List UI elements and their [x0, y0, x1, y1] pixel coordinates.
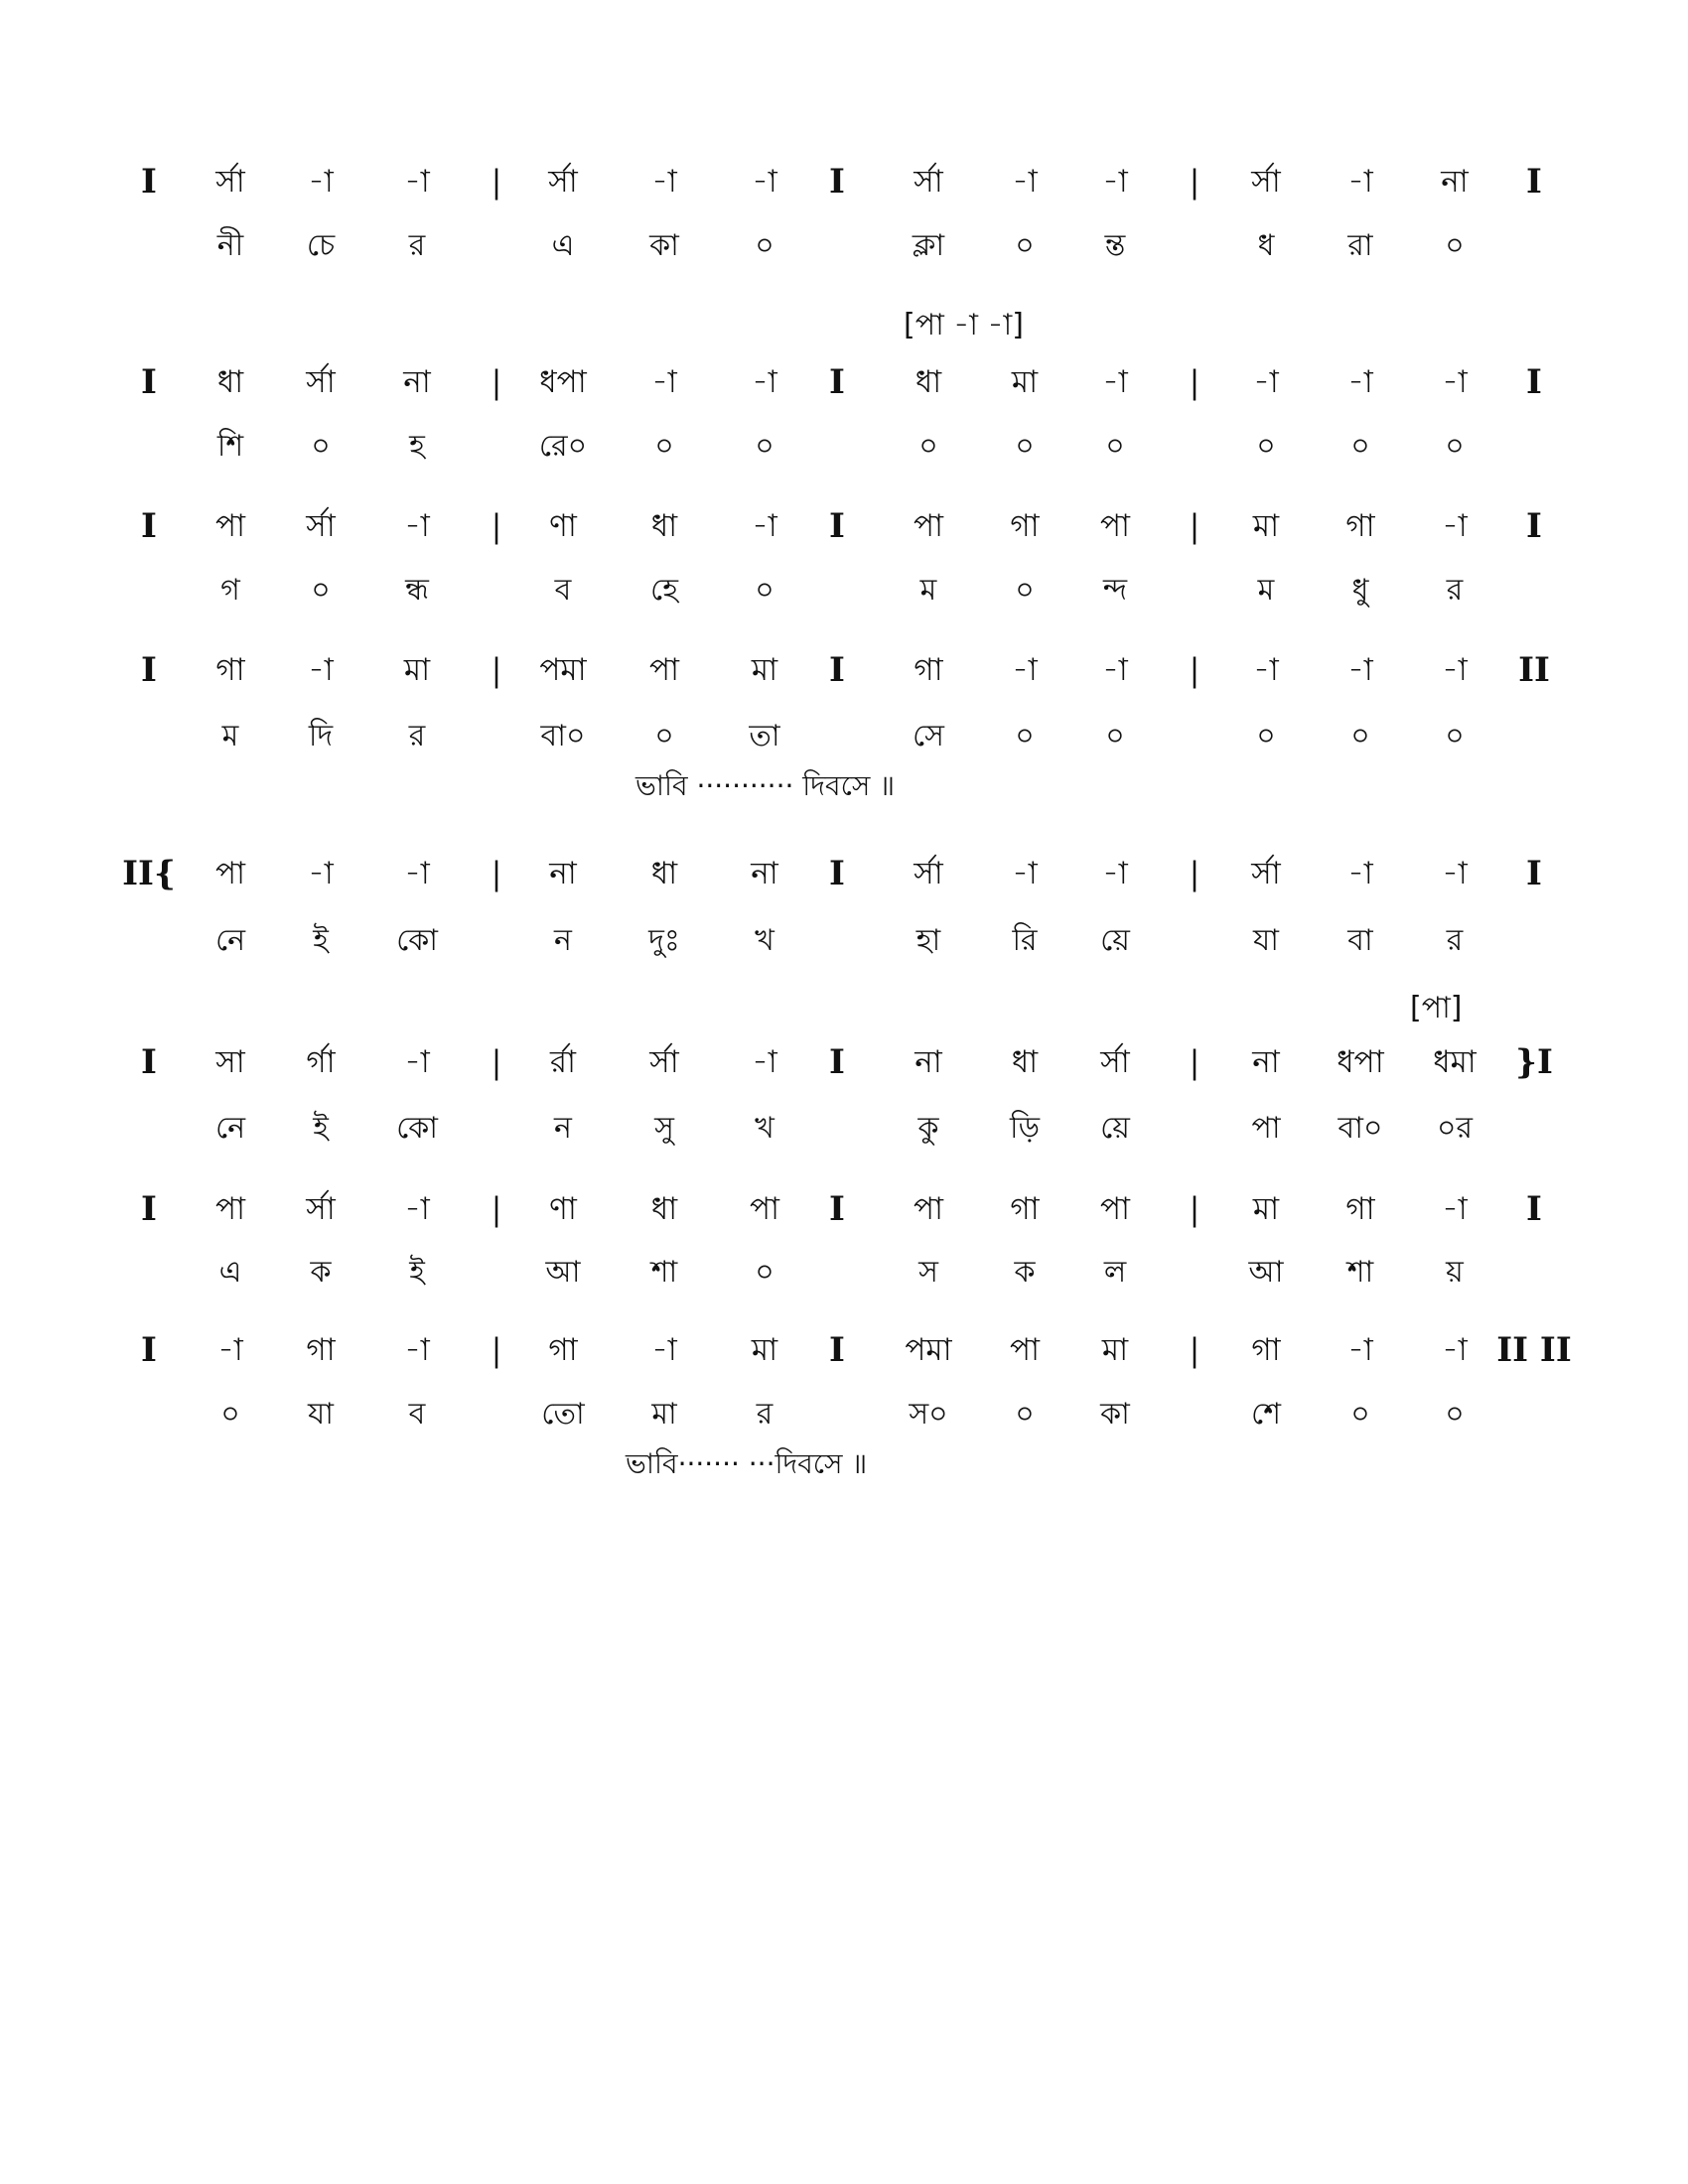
bar-line-major: I [829, 854, 845, 893]
bar-line-major: I [1526, 1189, 1542, 1229]
lyric-syllable: ০ [755, 429, 774, 464]
lyric-syllable: স [918, 1255, 938, 1290]
lyric-syllable: রি [1012, 923, 1038, 958]
swara-note: র্সা [306, 1191, 336, 1227]
lyric-syllable: ই [409, 1255, 425, 1290]
lyric-syllable: আ [545, 1255, 581, 1290]
swara-note: সা [215, 1044, 245, 1080]
lyric-syllable: দি [308, 719, 334, 753]
swara-note: পা [749, 1191, 780, 1227]
lyric-syllable: খ [755, 923, 774, 958]
lyric-syllable: সু [654, 1111, 674, 1146]
lyric-syllable: চে [306, 228, 336, 263]
swara-note: মা [1252, 1191, 1280, 1227]
swara-note: -া [1442, 364, 1468, 400]
swara-note: পা [214, 1191, 246, 1227]
swara-note: র্সা [306, 364, 336, 400]
lyric-syllable: হে [650, 573, 678, 608]
lyric-syllable: ০ [1445, 719, 1465, 753]
bar-line-minor: | [491, 1190, 502, 1228]
swara-note: -া [752, 364, 777, 400]
swara-note: -া [1012, 856, 1038, 891]
swara-note: -া [1347, 164, 1373, 200]
swara-note: -া [651, 364, 677, 400]
swara-note: র্সা [548, 164, 578, 200]
lyric-syllable: বা০ [1337, 1111, 1383, 1146]
swara-note: -া [404, 508, 430, 544]
swara-note: পা [214, 508, 246, 544]
swara-note: র্সা [914, 856, 943, 891]
bar-line-major: I [1526, 854, 1542, 893]
swara-note: র্সা [215, 164, 245, 200]
lyric-syllable: ০ [755, 228, 774, 263]
bar-line-minor: | [491, 855, 502, 892]
swara-row [0, 844, 1688, 903]
lyric-syllable: রে০ [538, 429, 588, 464]
bar-line-major: I [141, 506, 157, 546]
swara-note: ণা [549, 508, 577, 544]
lyric-syllable: ক [310, 1255, 332, 1290]
swara-note: -া [1253, 652, 1279, 688]
lyric-row [0, 216, 1688, 276]
swara-note: -া [752, 508, 777, 544]
bar-line-minor: | [1189, 651, 1200, 689]
lyric-syllable: ০ [1015, 573, 1035, 608]
swara-note: র্সা [649, 1044, 679, 1080]
swara-note: গা [215, 652, 245, 688]
lyric-syllable: ০ [1350, 1397, 1370, 1432]
swara-note: মা [1101, 1332, 1129, 1368]
lyric-syllable: ০ [1105, 719, 1125, 753]
lyric-syllable: ম [221, 719, 239, 753]
swara-note: গা [306, 1332, 336, 1368]
lyric-syllable: নে [214, 1111, 246, 1146]
swara-note: -া [404, 856, 430, 891]
bar-line-major: I [1526, 506, 1542, 546]
swara-row [0, 352, 1688, 412]
lyric-syllable: ০ [1350, 429, 1370, 464]
swara-note: -া [1442, 1332, 1468, 1368]
lyric-syllable: রা [1347, 228, 1373, 263]
bar-line-minor: | [1189, 363, 1200, 401]
lyric-syllable: ০ [918, 429, 938, 464]
swara-note: র্সা [1100, 1044, 1130, 1080]
swara-note: -া [404, 1044, 430, 1080]
swara-note: -া [752, 164, 777, 200]
swara-note: র্রা [549, 1044, 577, 1080]
refrain-line: ভাবি ··········· দিবসে ॥ [635, 769, 896, 802]
lyric-syllable: যা [308, 1397, 334, 1432]
swara-note: -া [1347, 1332, 1373, 1368]
lyric-syllable: ০ [311, 429, 331, 464]
swara-note: না [403, 364, 431, 400]
lyric-syllable: স০ [909, 1397, 948, 1432]
lyric-syllable: ০ [1256, 429, 1276, 464]
lyric-syllable: নে [214, 923, 246, 958]
bar-line-major: I [141, 650, 157, 690]
swara-note: পা [648, 652, 680, 688]
swara-note: -া [1442, 508, 1468, 544]
swara-row [0, 1179, 1688, 1239]
swara-note: র্সা [1251, 856, 1281, 891]
lyric-syllable: খ [755, 1111, 774, 1146]
lyric-syllable: র [408, 228, 426, 263]
bar-line-minor: | [1189, 507, 1200, 545]
swara-note: ধা [650, 1191, 678, 1227]
swara-note: ধপা [1336, 1044, 1384, 1080]
lyric-syllable: ন [554, 923, 572, 958]
swara-note: গা [1251, 1332, 1281, 1368]
lyric-syllable: র [1446, 573, 1464, 608]
swara-note: -া [1102, 364, 1128, 400]
lyric-syllable: ০র [1436, 1111, 1474, 1146]
swara-note: গা [914, 652, 943, 688]
swara-note: -া [404, 1332, 430, 1368]
lyric-syllable: শা [1346, 1255, 1374, 1290]
bar-line-major: I [829, 1330, 845, 1370]
lyric-syllable: কো [396, 1111, 438, 1146]
swara-note: -া [404, 164, 430, 200]
swara-note: -া [1102, 856, 1128, 891]
swara-note: মা [1011, 364, 1039, 400]
swara-note: র্গা [306, 1044, 336, 1080]
alternate-notes: [পা] [1410, 991, 1463, 1025]
swara-note: পা [913, 1191, 944, 1227]
swara-note: ধা [650, 508, 678, 544]
lyric-row [0, 417, 1688, 477]
lyric-syllable: আ [1248, 1255, 1284, 1290]
bar-line-major: I [829, 162, 845, 202]
swara-note: -া [1102, 652, 1128, 688]
swara-note: -া [1442, 856, 1468, 891]
swara-note: না [1441, 164, 1469, 200]
lyric-row [0, 1243, 1688, 1302]
lyric-syllable: ০ [1350, 719, 1370, 753]
lyric-row [0, 911, 1688, 971]
swara-note: গা [1010, 508, 1040, 544]
swara-note: পমা [539, 652, 587, 688]
lyric-syllable: য় [1446, 1255, 1464, 1290]
swara-note: ধা [216, 364, 244, 400]
bar-line-major: II [1518, 650, 1550, 690]
swara-note: ধা [650, 856, 678, 891]
swara-note: গা [1010, 1191, 1040, 1227]
swara-note: র্সা [914, 164, 943, 200]
lyric-syllable: কা [649, 228, 679, 263]
lyric-row [0, 707, 1688, 766]
lyric-syllable: ০ [654, 719, 674, 753]
lyric-syllable: শা [650, 1255, 678, 1290]
bar-line-minor: | [1189, 1331, 1200, 1369]
bar-line-minor: | [1189, 1190, 1200, 1228]
bar-line-major: I [829, 1189, 845, 1229]
lyric-syllable: হা [915, 923, 941, 958]
lyric-syllable: শে [1251, 1397, 1281, 1432]
swara-row [0, 152, 1688, 211]
lyric-syllable: ধ [1257, 228, 1275, 263]
lyric-syllable: বা০ [540, 719, 586, 753]
bar-line-major: I [141, 1042, 157, 1082]
bar-line-major: I [829, 506, 845, 546]
bar-line-minor: | [491, 363, 502, 401]
swara-note: পা [1099, 508, 1131, 544]
bar-line-major: I [141, 1330, 157, 1370]
swara-note: র্সা [1251, 164, 1281, 200]
swara-note: গা [1345, 1191, 1375, 1227]
swara-note: -া [752, 1044, 777, 1080]
swara-note: -া [308, 164, 334, 200]
bar-line-major: I [141, 1189, 157, 1229]
lyric-syllable: পা [1251, 1111, 1281, 1146]
lyric-syllable: যা [1253, 923, 1279, 958]
swara-note: মা [751, 1332, 778, 1368]
lyric-syllable: ০ [1445, 1397, 1465, 1432]
lyric-syllable: কো [396, 923, 438, 958]
lyric-syllable: গ [220, 573, 240, 608]
lyric-syllable: ০ [1445, 429, 1465, 464]
swara-note: পা [1099, 1191, 1131, 1227]
bar-line-major: I [141, 162, 157, 202]
lyric-syllable: কু [917, 1111, 939, 1146]
swara-note: গা [548, 1332, 578, 1368]
lyric-syllable: নী [216, 228, 244, 263]
bar-line-minor: | [491, 507, 502, 545]
swara-note: গা [1345, 508, 1375, 544]
swara-note: পা [1009, 1332, 1041, 1368]
lyric-syllable: সে [913, 719, 944, 753]
lyric-syllable: ০ [1256, 719, 1276, 753]
lyric-syllable: হ [409, 429, 425, 464]
swara-note: -া [404, 1191, 430, 1227]
bar-line-major: II II [1496, 1330, 1572, 1370]
swara-note: -া [651, 164, 677, 200]
swara-note: না [751, 856, 778, 891]
swara-note: -া [1347, 364, 1373, 400]
swara-note: -া [217, 1332, 243, 1368]
lyric-syllable: র [408, 719, 426, 753]
bar-line-major: I [829, 1042, 845, 1082]
swara-note: না [914, 1044, 942, 1080]
lyric-syllable: ০ [755, 1255, 774, 1290]
bar-line-minor: | [491, 651, 502, 689]
bar-line-major: I [829, 362, 845, 402]
bar-line-major: I [1526, 162, 1542, 202]
bar-line-major: }I [1515, 1042, 1553, 1082]
lyric-syllable: তো [541, 1397, 585, 1432]
bar-line-major: II{ [122, 854, 176, 893]
swara-note: না [549, 856, 577, 891]
bar-line-minor: | [491, 1043, 502, 1081]
lyric-syllable: ব [554, 573, 572, 608]
lyric-syllable: বা [1347, 923, 1373, 958]
lyric-syllable: ০ [220, 1397, 240, 1432]
lyric-syllable: কা [1100, 1397, 1130, 1432]
lyric-syllable: ০ [654, 429, 674, 464]
refrain-line: ভাবি······· ···দিবসে ॥ [626, 1447, 868, 1480]
bar-line-major: I [141, 362, 157, 402]
swara-note: র্সা [306, 508, 336, 544]
lyric-syllable: এ [218, 1255, 242, 1290]
bar-line-minor: | [1189, 855, 1200, 892]
lyric-syllable: ০ [1015, 429, 1035, 464]
lyric-syllable: র [1446, 923, 1464, 958]
swara-row [0, 1320, 1688, 1380]
lyric-syllable: মা [651, 1397, 677, 1432]
swara-note: ধা [1011, 1044, 1039, 1080]
swara-note: মা [1252, 508, 1280, 544]
lyric-syllable: ০ [311, 573, 331, 608]
lyric-row [0, 561, 1688, 620]
alternate-notes: [পা -া -া] [904, 308, 1024, 342]
swara-note: পা [913, 508, 944, 544]
lyric-row [0, 1099, 1688, 1159]
swara-row [0, 496, 1688, 556]
lyric-syllable: ০ [1015, 1397, 1035, 1432]
swara-note: -া [1253, 364, 1279, 400]
lyric-syllable: ন [554, 1111, 572, 1146]
lyric-syllable: র [756, 1397, 774, 1432]
swara-note: -া [1442, 652, 1468, 688]
bar-line-minor: | [1189, 1043, 1200, 1081]
swara-note: পা [214, 856, 246, 891]
lyric-syllable: ম [919, 573, 937, 608]
swara-note: -া [1102, 164, 1128, 200]
lyric-syllable: শি [216, 429, 244, 464]
lyric-syllable: ক [1014, 1255, 1036, 1290]
lyric-syllable: এ [551, 228, 575, 263]
swara-note: -া [1012, 652, 1038, 688]
swara-note: ণা [549, 1191, 577, 1227]
swara-note: ধপা [539, 364, 587, 400]
lyric-syllable: ব [408, 1397, 426, 1432]
lyric-syllable: ই [313, 1111, 329, 1146]
bar-line-major: I [829, 650, 845, 690]
swara-note: -া [1347, 652, 1373, 688]
lyric-row [0, 1385, 1688, 1444]
swara-note: পমা [905, 1332, 952, 1368]
bar-line-major: I [1526, 362, 1542, 402]
lyric-syllable: ন্দ [1102, 573, 1128, 608]
lyric-syllable: ০ [1015, 719, 1035, 753]
swara-note: ধা [914, 364, 942, 400]
swara-row [0, 640, 1688, 700]
lyric-syllable: ন্ত [1104, 228, 1126, 263]
lyric-syllable: ল [1103, 1255, 1127, 1290]
swara-row [0, 1032, 1688, 1092]
lyric-syllable: য়ে [1100, 923, 1130, 958]
swara-note: -া [308, 856, 334, 891]
lyric-syllable: য়ে [1100, 1111, 1130, 1146]
swara-note: মা [751, 652, 778, 688]
swara-note: না [1252, 1044, 1280, 1080]
lyric-syllable: ০ [1105, 429, 1125, 464]
lyric-syllable: ধু [1351, 573, 1369, 608]
lyric-syllable: দুঃ [648, 923, 680, 958]
lyric-syllable: ড়ি [1009, 1111, 1041, 1146]
bar-line-minor: | [1189, 163, 1200, 201]
lyric-syllable: ০ [1015, 228, 1035, 263]
lyric-syllable: ক্লা [912, 228, 945, 263]
lyric-syllable: ০ [1445, 228, 1465, 263]
lyric-syllable: তা [749, 719, 780, 753]
lyric-syllable: ম [1257, 573, 1275, 608]
bar-line-minor: | [491, 1331, 502, 1369]
swara-note: -া [308, 652, 334, 688]
swara-note: -া [1012, 164, 1038, 200]
lyric-syllable: ন্ধ [405, 573, 429, 608]
lyric-syllable: ০ [755, 573, 774, 608]
swara-note: -া [1442, 1191, 1468, 1227]
bar-line-minor: | [491, 163, 502, 201]
lyric-syllable: ই [313, 923, 329, 958]
swara-note: -া [651, 1332, 677, 1368]
swara-note: মা [403, 652, 431, 688]
swara-note: -া [1347, 856, 1373, 891]
swara-note: ধমা [1433, 1044, 1477, 1080]
